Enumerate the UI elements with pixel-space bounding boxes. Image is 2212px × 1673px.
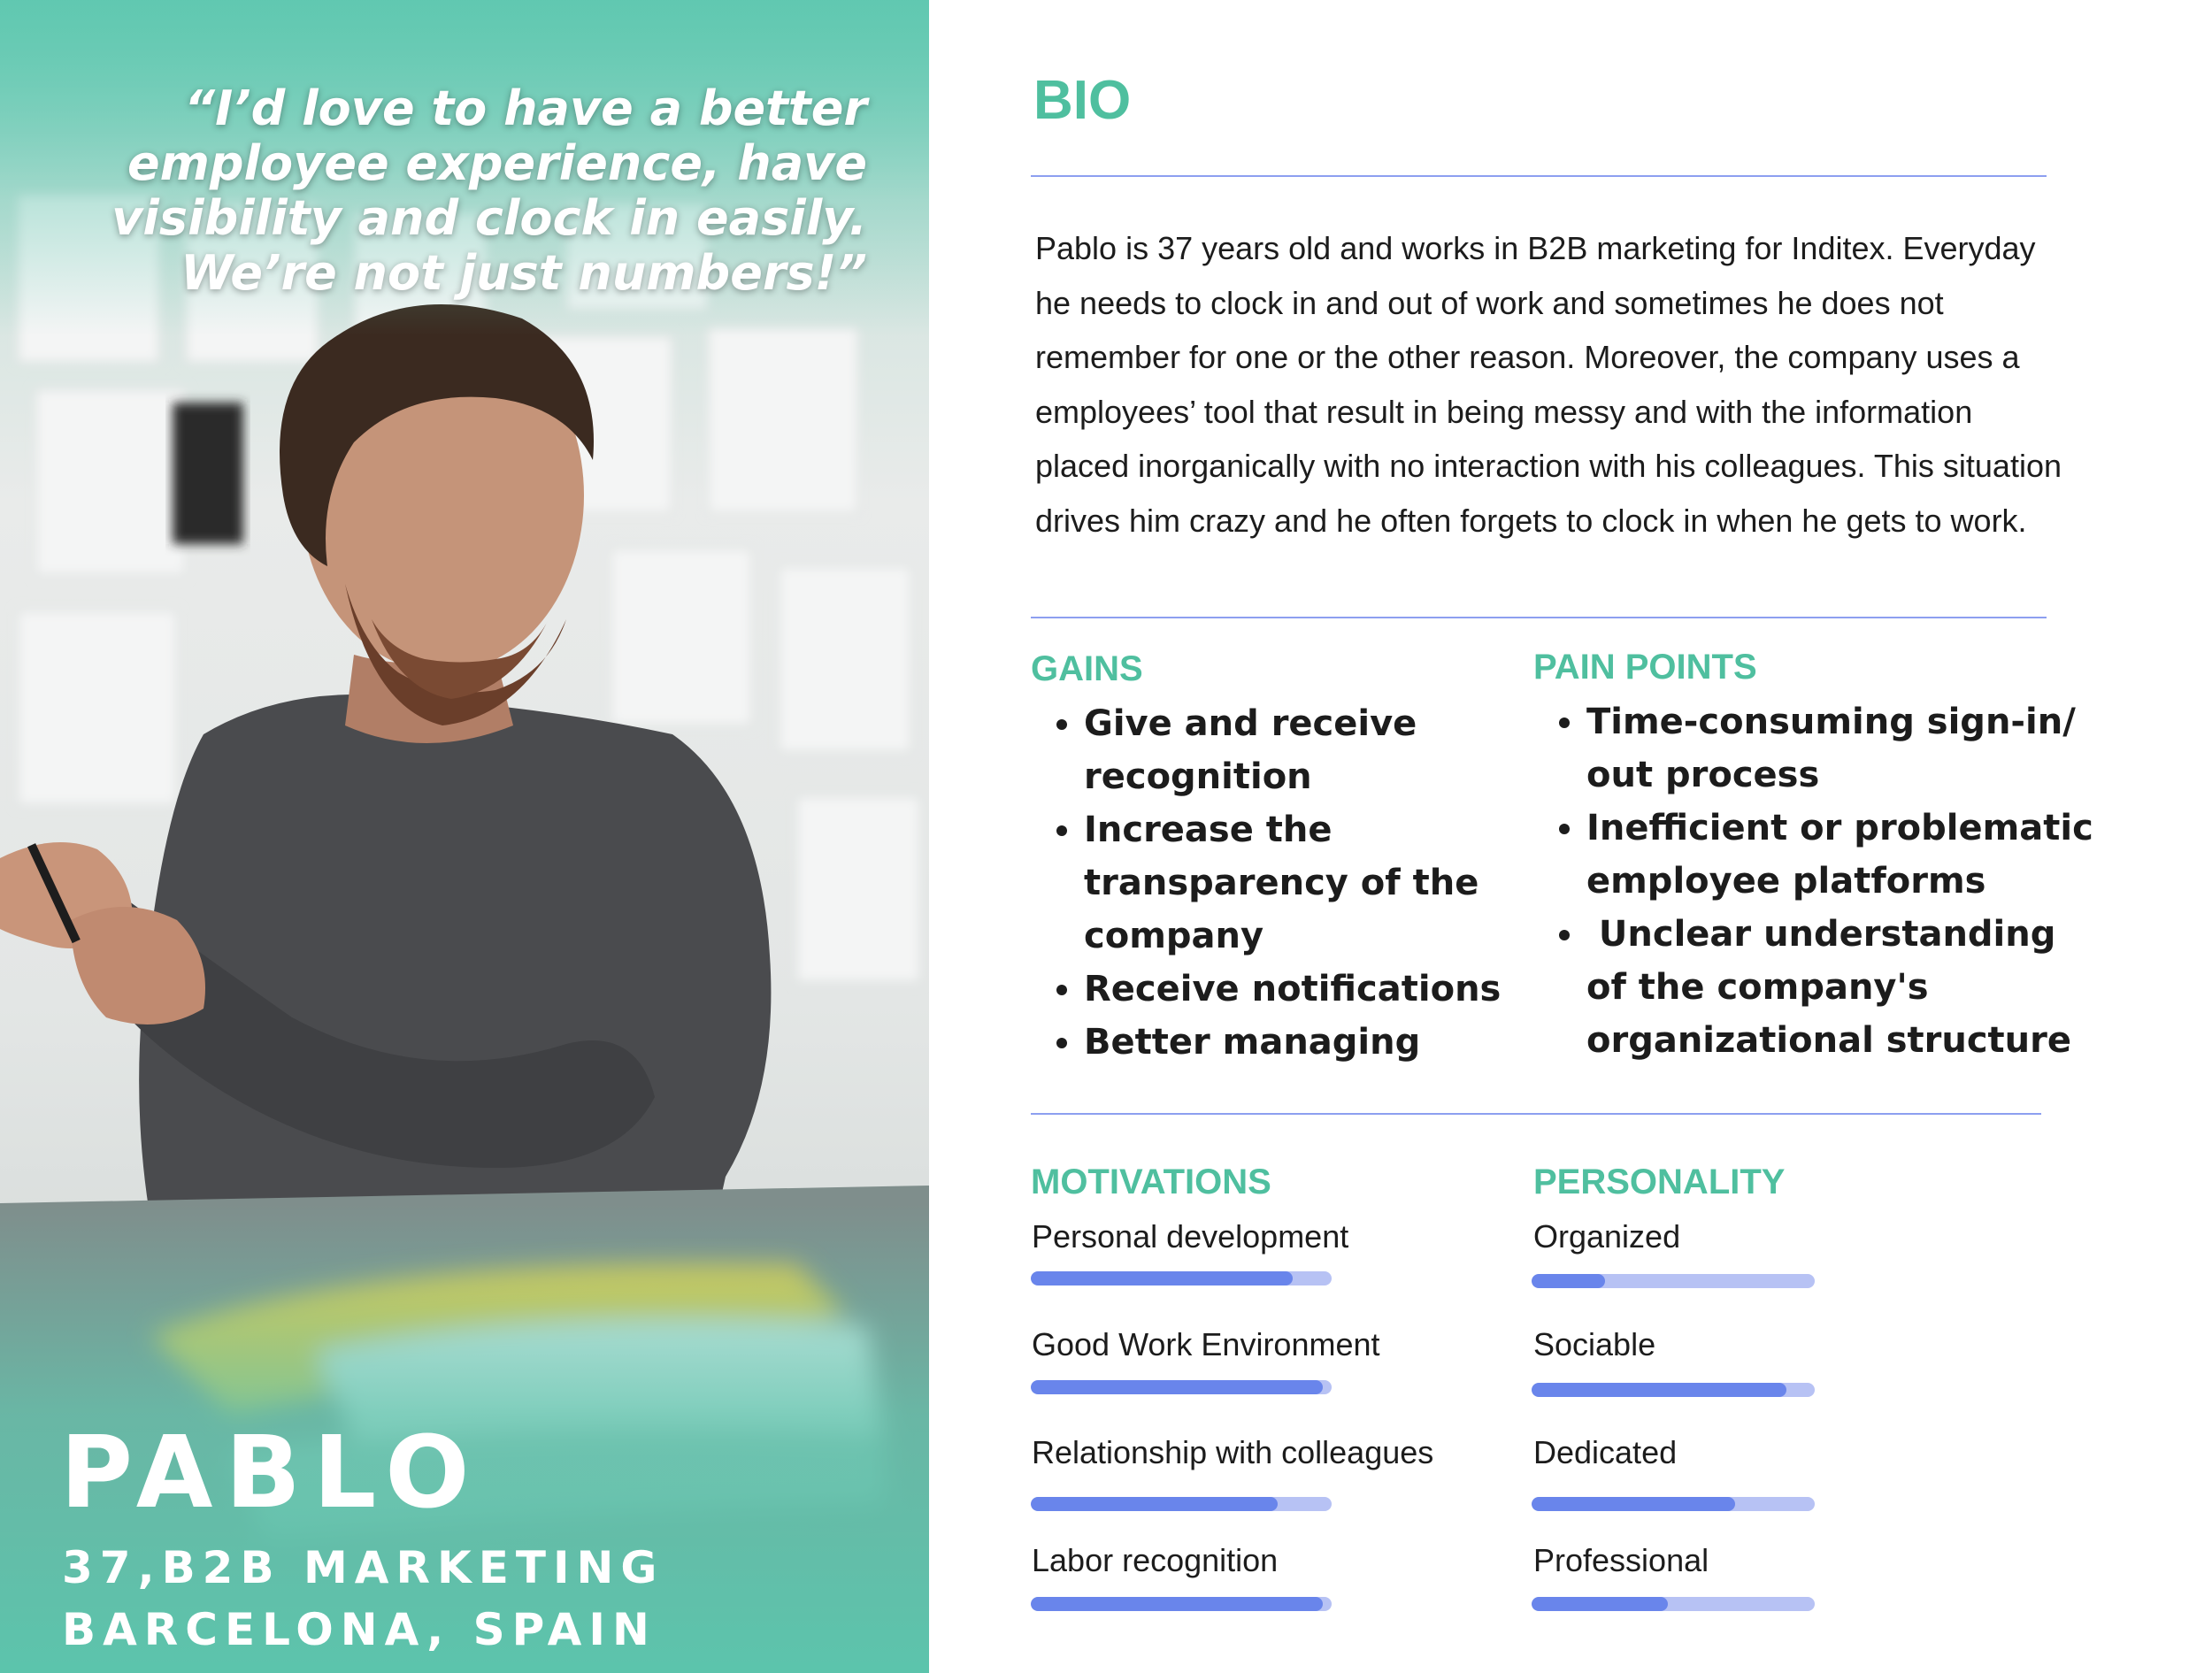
meter-fill (1532, 1597, 1668, 1611)
personality-title: PERSONALITY (1533, 1163, 1786, 1201)
bio-text: Pablo is 37 years old and works in B2B marketing for Inditex. Everyday he needs to clock in and out of work and sometimes he does not remember for one or the other reason. Moreover, the company uses a employees’ tool that result in being messy and with the information placed inorganically with no interaction with his colleagues. This situation drives him crazy and he often forgets to clock in when he gets to work. (1035, 230, 2062, 539)
persona-quote: “I’d love to have a better employee experience, have visibility and clock in easily. We’re not just numbers!” (111, 81, 867, 301)
personality-label: Organized (1533, 1218, 1681, 1255)
persona-age-role: 37,B2B MARKETING (62, 1542, 664, 1593)
gain-item: • Better managing (1084, 1016, 1544, 1069)
personality-meter (1532, 1497, 1815, 1511)
gain-item: • Increase the transparency of the company (1084, 803, 1544, 963)
meter-fill (1031, 1497, 1278, 1511)
personality-meter (1532, 1383, 1815, 1397)
gains-list (1029, 697, 1544, 1069)
pain-points-title: PAIN POINTS (1533, 648, 1757, 687)
meter-fill (1532, 1383, 1786, 1397)
gains-title: GAINS (1031, 649, 1143, 688)
personality-meter (1532, 1597, 1815, 1611)
motivations-title: MOTIVATIONS (1031, 1163, 1271, 1201)
motivation-meter (1031, 1597, 1332, 1611)
divider (1031, 175, 2047, 177)
personality-label: Professional (1533, 1542, 1709, 1578)
meter-fill (1031, 1597, 1323, 1611)
personality-label: Dedicated (1533, 1434, 1678, 1470)
divider (1031, 617, 2047, 618)
motivation-label: Personal development (1032, 1218, 1349, 1255)
meter-fill (1031, 1380, 1323, 1394)
motivation-meter (1031, 1380, 1332, 1394)
motivation-label: Labor recognition (1032, 1542, 1279, 1578)
motivation-meter (1031, 1271, 1332, 1285)
pain-point-item: • Unclear understanding of the company's organizational structure (1586, 908, 2100, 1067)
motivation-label: Good Work Environment (1032, 1326, 1380, 1362)
personality-label: Sociable (1533, 1326, 1656, 1362)
divider (1031, 1113, 2041, 1115)
pain-points-list (1532, 695, 2100, 1067)
pain-point-item: • Time-consuming sign-in/ out process (1586, 695, 2100, 802)
persona-location: BARCELONA, SPAIN (62, 1604, 657, 1655)
meter-fill (1532, 1274, 1605, 1288)
persona-name: PABLO (60, 1416, 482, 1531)
meter-fill (1031, 1271, 1293, 1285)
persona-photo-panel (0, 0, 929, 1673)
bio-title: BIO (1033, 70, 1132, 131)
motivation-meter (1031, 1497, 1332, 1511)
gain-item: • Receive notifications (1084, 963, 1544, 1016)
meter-fill (1532, 1497, 1735, 1511)
pain-point-item: • Inefficient or problematic employee platforms (1586, 802, 2100, 908)
gain-item: • Give and receive recognition (1084, 697, 1544, 803)
personality-meter (1532, 1274, 1815, 1288)
motivation-label: Relationship with colleagues (1032, 1434, 1434, 1470)
